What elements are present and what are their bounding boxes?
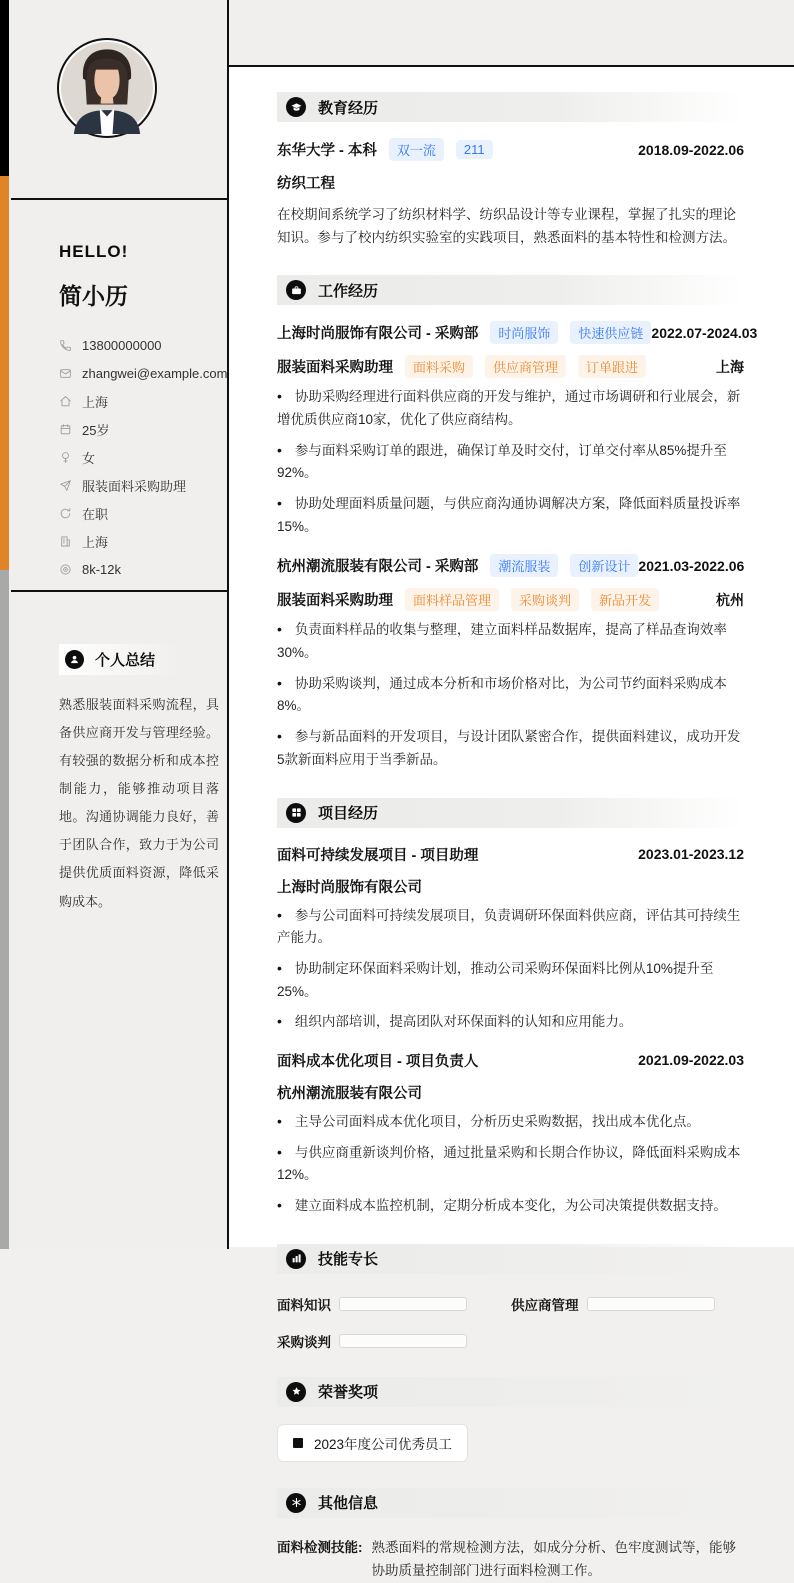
contact-position-text: 服装面料采购助理 (82, 478, 187, 494)
project-company: 杭州潮流服装有限公司 (277, 1085, 422, 1102)
company-name: 上海时尚服饰有限公司 - 采购部 (277, 326, 479, 343)
education-row-1 (277, 138, 744, 161)
job-bullet: • 协助采购经理进行面料供应商的开发与维护，通过市场调研和行业展会，新增优质供应商10家，优化了供应商结构。 (277, 385, 744, 431)
phone-icon (59, 339, 72, 352)
main-column (229, 0, 794, 1579)
role-tag: 采购谈判 (511, 588, 579, 611)
job-date: 2021.03-2022.06 (638, 557, 745, 574)
project-row-name (277, 1050, 744, 1071)
skill-bar-track (339, 1297, 467, 1311)
asterisk-icon (286, 1493, 306, 1513)
accent-strip-orange (0, 176, 9, 570)
job-row-company (277, 554, 744, 577)
job-bullets (277, 385, 744, 538)
job-bullet: • 负责面料样品的收集与整理，建立面料样品数据库，提高了样品查询效率30%。 (277, 618, 744, 664)
contact-age-text: 25岁 (82, 422, 110, 438)
contact-city (59, 527, 213, 555)
company-tag: 快速供应链 (570, 321, 651, 344)
skill-label: 采购谈判 (277, 1334, 331, 1350)
email-icon (59, 367, 72, 380)
home-icon (59, 395, 72, 408)
other-info-text: 熟悉面料的常规检测方法，如成分分析、色牢度测试等，能够协助质量控制部门进行面料检测工作。 (371, 1539, 736, 1579)
section-title-other: 其他信息 (318, 1495, 379, 1513)
contact-salary (59, 555, 213, 583)
job-row-role (277, 588, 744, 611)
contact-salary-text: 8k-12k (82, 561, 122, 577)
skill-label: 供应商管理 (511, 1297, 579, 1313)
paper-plane-icon (59, 479, 72, 492)
project-name: 面料成本优化项目 - 项目负责人 (277, 1053, 479, 1070)
status-icon (59, 507, 72, 520)
section-header-work (277, 275, 744, 305)
project-date: 2023.01-2023.12 (638, 846, 744, 862)
job-row-role (277, 355, 744, 378)
job-bullets (277, 618, 744, 771)
job-bullet: • 参与新品面料的开发项目，与设计团队紧密合作，提供面料建议，成功开发5款新面料应用于当季新品。 (277, 725, 744, 771)
job-role: 服装面料采购助理 (277, 360, 393, 377)
candidate-name: 简小历 (59, 283, 128, 309)
education-major: 纺织工程 (277, 176, 335, 192)
section-header-projects (277, 798, 744, 828)
honor-badge (277, 1424, 468, 1462)
top-band (229, 0, 794, 67)
project-bullets (277, 904, 744, 1034)
honor-badge-text: 2023年度公司优秀员工 (314, 1436, 453, 1452)
resume-content (229, 67, 794, 1579)
contact-phone-text: 13800000000 (82, 337, 162, 353)
skill-label: 面料知识 (277, 1297, 331, 1313)
skill-bar-track (339, 1334, 467, 1348)
job-location: 上海 (716, 358, 744, 375)
hello-heading: HELLO! (59, 242, 129, 261)
accent-strip-gray (0, 570, 9, 1249)
section-title-work: 工作经历 (318, 282, 379, 300)
contact-phone (59, 331, 213, 359)
summary-title: 个人总结 (95, 652, 156, 669)
briefcase-icon (286, 280, 306, 300)
bar-chart-icon (286, 1249, 306, 1269)
project-row-company (277, 876, 744, 897)
project-bullet: • 组织内部培训，提高团队对环保面料的认知和应用能力。 (277, 1010, 744, 1034)
education-description: 在校期间系统学习了纺织材料学、纺织品设计等专业课程，掌握了扎实的理论知识。参与了校内纺织实验室的实践项目，熟悉面料的基本特性和检测方法。 (277, 207, 736, 246)
skill-bar-track (587, 1297, 715, 1311)
job-role: 服装面料采购助理 (277, 593, 393, 610)
role-tag: 面料样品管理 (405, 588, 499, 611)
skill-item (277, 1294, 467, 1314)
job-entry (277, 321, 758, 538)
section-header-skills (277, 1244, 744, 1274)
section-title-skills: 技能专长 (318, 1251, 379, 1269)
contact-email-text: zhangwei@example.com (82, 365, 228, 381)
contact-gender (59, 443, 213, 471)
section-title-education: 教育经历 (318, 99, 379, 117)
age-icon (59, 423, 72, 436)
project-name: 面料可持续发展项目 - 项目助理 (277, 847, 479, 864)
contact-email (59, 359, 228, 387)
project-bullet: • 主导公司面料成本优化项目，分析历史采购数据，找出成本优化点。 (277, 1110, 744, 1134)
job-bullet: • 参与面料采购订单的跟进，确保订单及时交付，订单交付率从85%提升至92%。 (277, 439, 744, 485)
project-bullet: • 参与公司面料可持续发展项目，负责调研环保面料供应商，评估其可持续生产能力。 (277, 904, 744, 950)
skill-item (277, 1331, 467, 1351)
job-bullet: • 协助处理面料质量问题，与供应商沟通协调解决方案，降低面料质量投诉率15%。 (277, 492, 744, 538)
job-row-company (277, 321, 758, 344)
job-location: 杭州 (716, 591, 744, 608)
education-date: 2018.09-2022.06 (638, 141, 744, 158)
summary-section (11, 592, 227, 916)
school-name: 东华大学 - 本科 (277, 143, 377, 159)
graduation-cap-icon (286, 97, 306, 117)
skill-item (511, 1294, 715, 1314)
contact-gender-text: 女 (82, 450, 96, 466)
section-title-projects: 项目经历 (318, 805, 379, 822)
medal-star-icon (286, 1382, 306, 1402)
company-tag: 潮流服装 (490, 554, 558, 577)
role-tag: 订单跟进 (578, 355, 646, 378)
other-info-label: 面料检测技能: (277, 1539, 363, 1555)
contact-age (59, 415, 213, 443)
company-name: 杭州潮流服装有限公司 - 采购部 (277, 559, 479, 576)
skills-grid (277, 1294, 744, 1351)
contact-city-text: 上海 (82, 534, 109, 550)
contact-list (59, 331, 228, 583)
education-tag: 双一流 (389, 138, 444, 161)
project-date: 2021.09-2022.03 (638, 1052, 744, 1069)
grid-icon (286, 803, 306, 823)
contact-status-text: 在职 (82, 506, 109, 522)
education-row-2 (277, 172, 744, 193)
building-icon (59, 535, 72, 548)
gender-icon (59, 451, 72, 464)
section-header-education (277, 92, 744, 122)
badge-square-icon (293, 1438, 303, 1448)
person-icon (65, 650, 84, 669)
summary-text: 熟悉服装面料采购流程，具备供应商开发与管理经验。有较强的数据分析和成本控制能力，能够推动项目落地。沟通协调能力良好，善于团队合作，致力于为公司提供优质面料资源，降低采购成本。 (59, 697, 219, 909)
contact-status (59, 499, 213, 527)
section-title-honors: 荣誉奖项 (318, 1384, 379, 1402)
project-bullet: • 协助制定环保面料采购计划，推动公司采购环保面料比例从10%提升至25%。 (277, 957, 744, 1003)
contact-location-text: 上海 (82, 394, 109, 410)
project-entry (277, 1050, 744, 1218)
project-bullets (277, 1110, 744, 1218)
role-tag: 供应商管理 (485, 355, 566, 378)
target-icon (59, 563, 72, 576)
avatar (57, 38, 157, 138)
project-company: 上海时尚服饰有限公司 (277, 879, 422, 896)
project-entry (277, 844, 744, 1034)
company-tag: 时尚服饰 (490, 321, 558, 344)
education-entry (277, 138, 744, 249)
project-bullet: • 与供应商重新谈判价格，通过批量采购和长期合作协议，降低面料采购成本12%。 (277, 1141, 744, 1187)
education-tag: 211 (456, 140, 493, 159)
job-entry (277, 554, 744, 771)
accent-strip-black (0, 0, 9, 176)
project-row-company (277, 1082, 744, 1103)
avatar-portrait-icon (61, 42, 153, 134)
contact-position (59, 471, 213, 499)
summary-header (59, 644, 181, 675)
other-info-row (277, 1536, 744, 1583)
project-row-name (277, 844, 744, 865)
job-date: 2022.07-2024.03 (651, 324, 758, 341)
sidebar (11, 0, 227, 1249)
section-header-other (277, 1488, 744, 1518)
role-tag: 面料采购 (405, 355, 473, 378)
company-tag: 创新设计 (570, 554, 638, 577)
section-header-honors (277, 1377, 744, 1407)
job-bullet: • 协助采购谈判，通过成本分析和市场价格对比，为公司节约面料采购成本8%。 (277, 672, 744, 718)
photo-block (11, 0, 227, 200)
profile-block (11, 200, 227, 592)
accent-strip (0, 0, 9, 1249)
role-tag: 新品开发 (591, 588, 659, 611)
contact-location (59, 387, 213, 415)
project-bullet: • 建立面料成本监控机制，定期分析成本变化，为公司决策提供数据支持。 (277, 1194, 744, 1218)
